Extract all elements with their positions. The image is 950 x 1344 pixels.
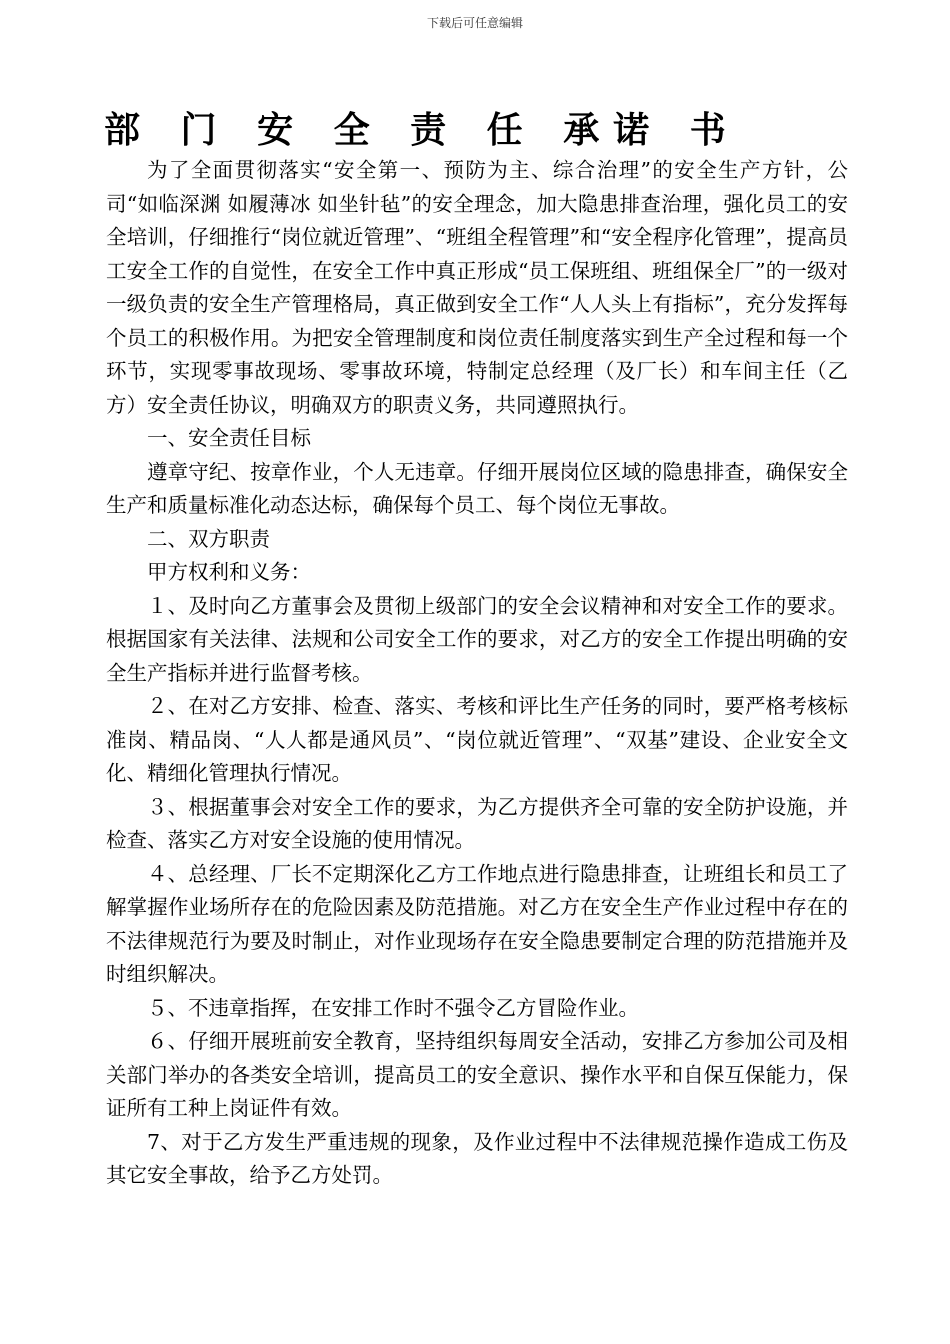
document-body (106, 154, 848, 1193)
duty-item-3: ３、根据董事会对安全工作的要求，为乙方提供齐全可靠的安全防护设施，并检查、落实乙方对安全设施的使用情况。 (106, 794, 848, 852)
page-header-note: 下载后可任意编辑 (426, 16, 523, 30)
duty-item-5: ５、不违章指挥，在安排工作时不强令乙方冒险作业。 (147, 995, 639, 1020)
duty-item-2: ２、在对乙方安排、检查、落实、考核和评比生产任务的同时，要严格考核标准岗、精品岗、“人人都是通风员”、“岗位就近管理”、“双基”建设、企业安全文化、精细化管理执行情况。 (106, 694, 848, 785)
duty-item-7: 7、对于乙方发生严重违规的现象，及作业过程中不法律规范操作造成工伤及其它安全事故，给予乙方处罚。 (106, 1129, 848, 1187)
goal-paragraph: 遵章守纪、按章作业，个人无违章。仔细开展岗位区域的隐患排查，确保安全生产和质量标准化动态达标，确保每个员工、每个岗位无事故。 (106, 459, 848, 517)
section-heading-goal: 一、安全责任目标 (147, 426, 311, 450)
party-a-heading: 甲方权利和义务： (147, 560, 311, 584)
section-heading-duties: 二、双方职责 (147, 526, 270, 551)
intro-paragraph: 为了全面贯彻落实“安全第一、预防为主、综合治理”的安全生产方针，公司“如临深渊 如履薄冰 如坐针毡”的安全理念，加大隐患排查治理，强化员工的安全培训，仔细推行“岗位就近管理”、“班组全程管理”和“安全程序化管理”，提高员工安全工作的自觉性，在安全工作中真正形成“员工保班组、班组保全厂”的一级对一级负责的安全生产管理格局，真正做到安全工作“人人头上有指标”，充分发挥每个员工的积极作用。为把安全管理制度和岗位责任制度落实到生产全过程和每一个环节，实现零事故现场、零事故环境，特制定总经理（及厂长）和车间主任（乙方）安全责任协议，明确双方的职责义务，共同遵照执行。 (106, 158, 848, 417)
duty-item-6: ６、仔细开展班前安全教育，坚持组织每周安全活动，安排乙方参加公司及相关部门举办的各类安全培训，提高员工的安全意识、操作水平和自保互保能力，保证所有工种上岗证件有效。 (106, 1029, 848, 1120)
document-title: 部 门 安 全 责 任 承诺 书 (104, 109, 740, 151)
duty-item-4: ４、总经理、厂长不定期深化乙方工作地点进行隐患排查，让班组长和员工了解掌握作业场所存在的危险因素及防范措施。对乙方在安全生产作业过程中存在的不法律规范行为要及时制止，对作业现场存在安全隐患要制定合理的防范措施并及时组织解决。 (106, 861, 848, 986)
duty-item-1: １、及时向乙方董事会及贯彻上级部门的安全会议精神和对安全工作的要求。根据国家有关法律、法规和公司安全工作的要求，对乙方的安全工作提出明确的安全生产指标并进行监督考核。 (106, 593, 848, 685)
